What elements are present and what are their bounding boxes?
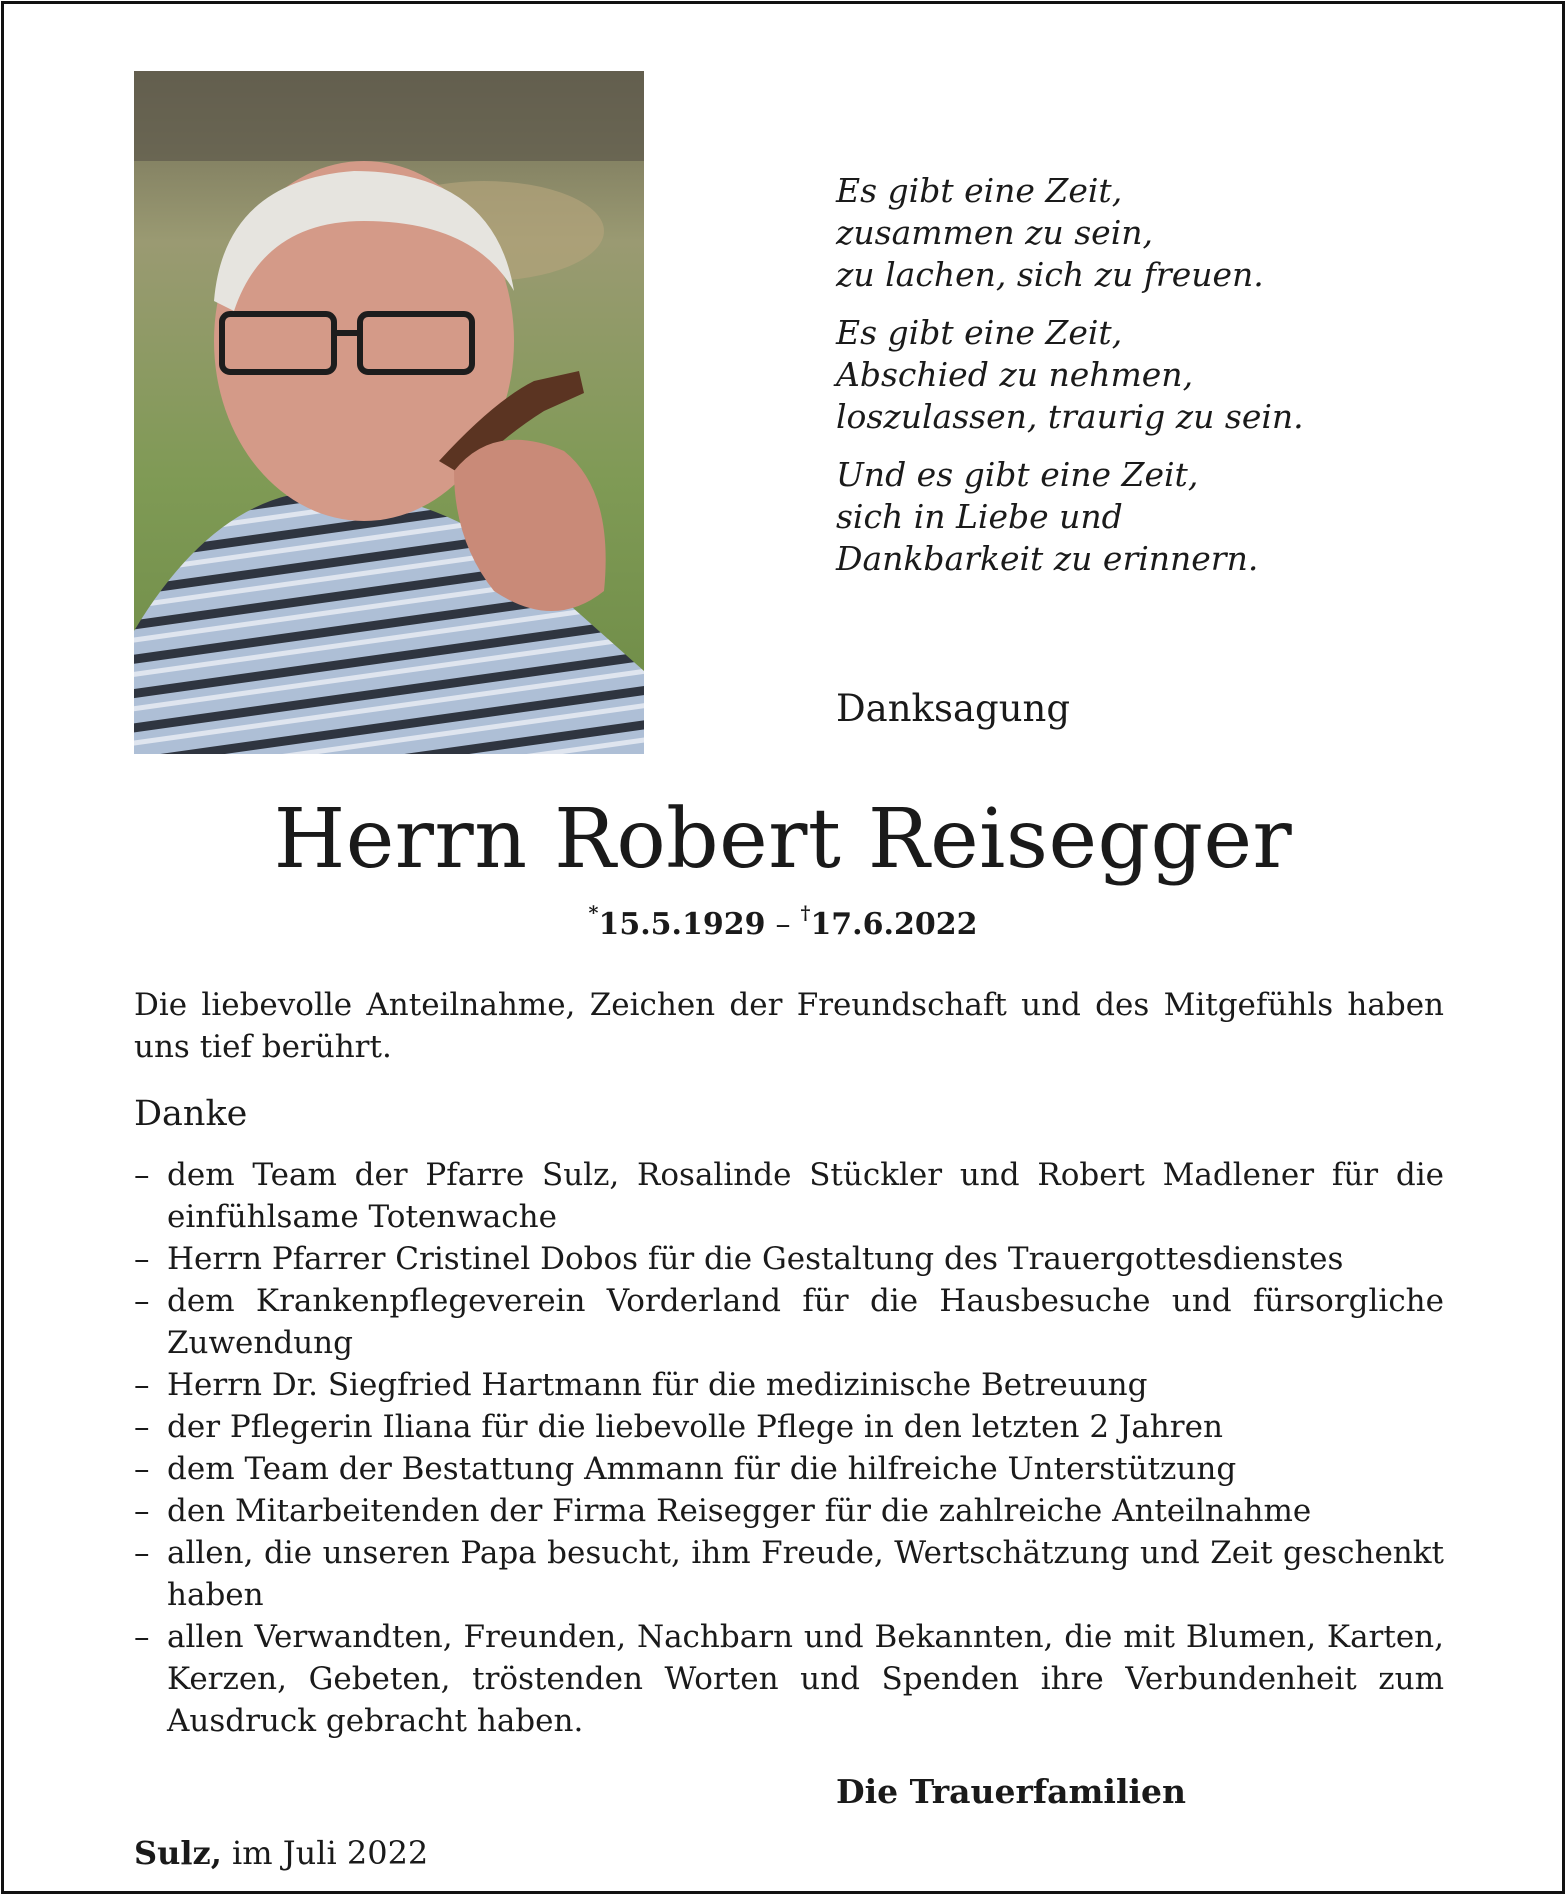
thanks-item: [134, 1616, 1444, 1742]
poem-stanza: [836, 170, 1496, 296]
poem-line: zusammen zu sein,: [836, 213, 1153, 252]
portrait-photo: [134, 71, 644, 754]
poem-line: Es gibt eine Zeit,: [836, 171, 1123, 210]
thanks-item: [134, 1154, 1444, 1238]
list-dash: –: [134, 1157, 150, 1193]
thanks-item: [134, 1490, 1444, 1532]
life-dates: [4, 902, 1562, 942]
poem-line: Und es gibt eine Zeit,: [836, 455, 1199, 494]
footer-place: Sulz,: [134, 1834, 222, 1872]
obituary-page: [1, 1, 1565, 1894]
footer-date: im Juli 2022: [232, 1834, 429, 1872]
place-date-footer: [134, 1834, 428, 1872]
thanks-item: [134, 1364, 1444, 1406]
death-symbol: †: [800, 902, 811, 924]
list-dash: –: [134, 1283, 150, 1319]
list-dash: –: [134, 1619, 150, 1655]
thanks-text: Herrn Dr. Siegfried Hartmann für die medizinische Betreuung: [167, 1367, 1148, 1403]
poem-line: loszulassen, traurig zu sein.: [836, 397, 1304, 436]
date-separator: –: [775, 907, 791, 942]
list-dash: –: [134, 1451, 150, 1487]
list-dash: –: [134, 1367, 150, 1403]
death-date: 17.6.2022: [810, 907, 978, 942]
poem-line: Es gibt eine Zeit,: [836, 313, 1123, 352]
thanks-text: den Mitarbeitenden der Firma Reisegger für die zahlreiche Anteilnahme: [167, 1493, 1312, 1529]
memorial-poem: [836, 170, 1496, 596]
deceased-name: Herrn Robert Reisegger: [273, 792, 1293, 887]
intro-text: Die liebevolle Anteilnahme, Zeichen der Freundschaft und des Mitgefühls haben uns tief berührt.: [134, 987, 1444, 1065]
thanks-list: [134, 1154, 1444, 1742]
list-dash: –: [134, 1241, 150, 1277]
birth-date: 15.5.1929: [598, 907, 766, 942]
thanks-item: [134, 1406, 1444, 1448]
birth-symbol: *: [588, 902, 599, 924]
list-dash: –: [134, 1493, 150, 1529]
thanks-item: [134, 1280, 1444, 1364]
signature: Die Trauerfamilien: [836, 1772, 1187, 1811]
list-dash: –: [134, 1535, 150, 1571]
poem-stanza: [836, 312, 1496, 438]
thanks-text: dem Team der Bestattung Ammann für die hilfreiche Unterstützung: [167, 1451, 1237, 1487]
portrait-image: [134, 71, 644, 754]
list-dash: –: [134, 1409, 150, 1445]
thanks-item: [134, 1238, 1444, 1280]
thanks-text: Herrn Pfarrer Cristinel Dobos für die Gestaltung des Trauergottesdienstes: [167, 1241, 1344, 1277]
thanks-text: allen, die unseren Papa besucht, ihm Freude, Wertschätzung und Zeit geschenkt haben: [167, 1535, 1444, 1613]
poem-line: sich in Liebe und: [836, 497, 1123, 536]
heading-danksagung: Danksagung: [836, 687, 1071, 730]
poem-line: Abschied zu nehmen,: [836, 355, 1194, 394]
poem-line: zu lachen, sich zu freuen.: [836, 255, 1264, 294]
thanks-text: dem Krankenpflegeverein Vorderland für die Hausbesuche und fürsorgliche Zuwendung: [167, 1283, 1444, 1361]
poem-line: Dankbarkeit zu erinnern.: [836, 539, 1259, 578]
thanks-item: [134, 1532, 1444, 1616]
thanks-text: allen Verwandten, Freunden, Nachbarn und Bekannten, die mit Blumen, Karten, Kerzen, Gebeten, tröstenden Worten und Spenden ihre Verbundenheit zum Ausdruck gebracht haben.: [167, 1619, 1444, 1739]
danke-heading: Danke: [134, 1094, 248, 1134]
poem-stanza: [836, 454, 1496, 580]
thanks-text: dem Team der Pfarre Sulz, Rosalinde Stückler und Robert Madlener für die einfühlsame Totenwache: [167, 1157, 1444, 1235]
thanks-item: [134, 1448, 1444, 1490]
thanks-text: der Pflegerin Iliana für die liebevolle Pflege in den letzten 2 Jahren: [167, 1409, 1223, 1445]
